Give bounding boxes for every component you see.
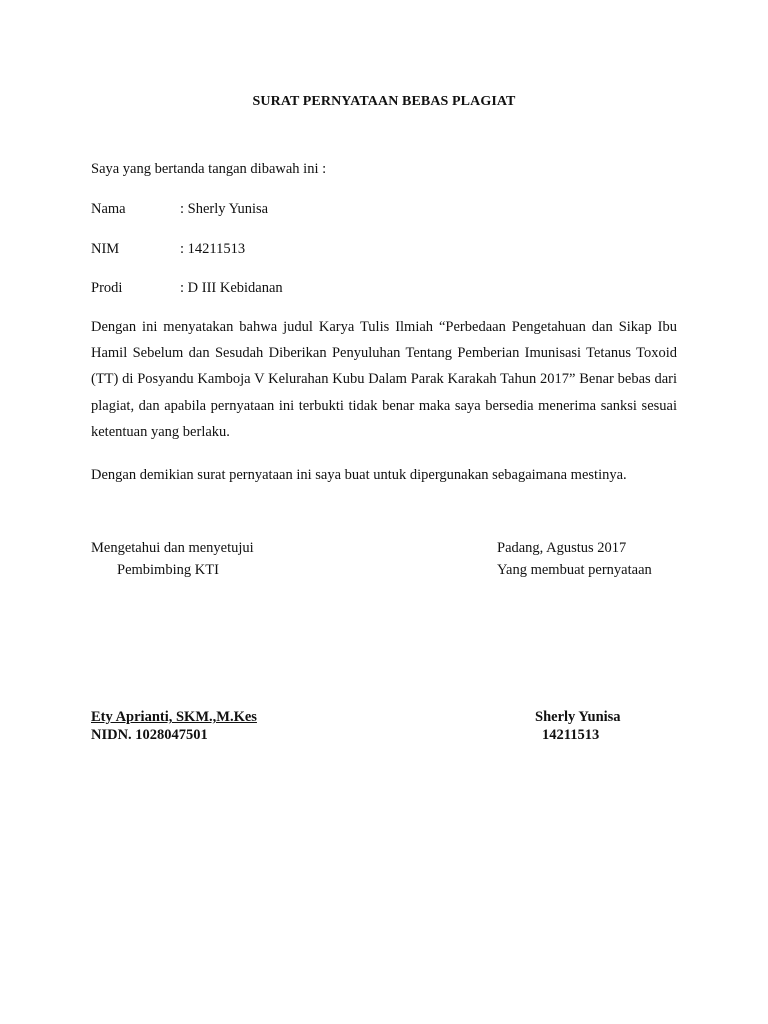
left-signatory-id: NIDN. 1028047501 — [91, 727, 208, 743]
field-value-nama: : Sherly Yunisa — [180, 201, 269, 217]
field-label-nama: Nama — [91, 201, 126, 217]
field-value-prodi: : D III Kebidanan — [180, 280, 283, 296]
intro-text: Saya yang bertanda tangan dibawah ini : — [91, 161, 327, 177]
document-title: SURAT PERNYATAAN BEBAS PLAGIAT — [252, 94, 516, 109]
field-value-nim: : 14211513 — [180, 241, 246, 257]
field-label-nim: NIM — [91, 241, 120, 257]
right-signatory-name: Sherly Yunisa — [535, 709, 621, 725]
left-signatory-line1: Mengetahui dan menyetujui — [91, 540, 254, 556]
right-signatory-id: 14211513 — [542, 727, 600, 743]
right-signatory-line1: Padang, Agustus 2017 — [497, 540, 627, 556]
closing-paragraph: Dengan demikian surat pernyataan ini saya buat untuk dipergunakan sebagaimana mestinya. — [91, 467, 627, 483]
field-label-prodi: Prodi — [91, 280, 123, 296]
left-signatory-name: Ety Aprianti, SKM.,M.Kes — [91, 709, 257, 725]
statement-paragraph: Dengan ini menyatakan bahwa judul Karya Tulis Ilmiah “Perbedaan Pengetahuan dan Sikap Ibu Hamil Sebelum dan Sesudah Diberikan Penyuluhan Tentang Pemberian Imunisasi Tetanus Toxoid (TT) di Posyandu Kamboja V Kelurahan Kubu Dalam Parak Karakah Tahun 2017” Benar bebas dari plagiat, dan apabila pernyataan ini terbukti tidak benar maka saya bersedia menerima sanksi sesuai ketentuan yang berlaku. — [91, 319, 677, 440]
right-signatory-line2: Yang membuat pernyataan — [497, 562, 652, 578]
left-signatory-line2: Pembimbing KTI — [117, 562, 219, 578]
